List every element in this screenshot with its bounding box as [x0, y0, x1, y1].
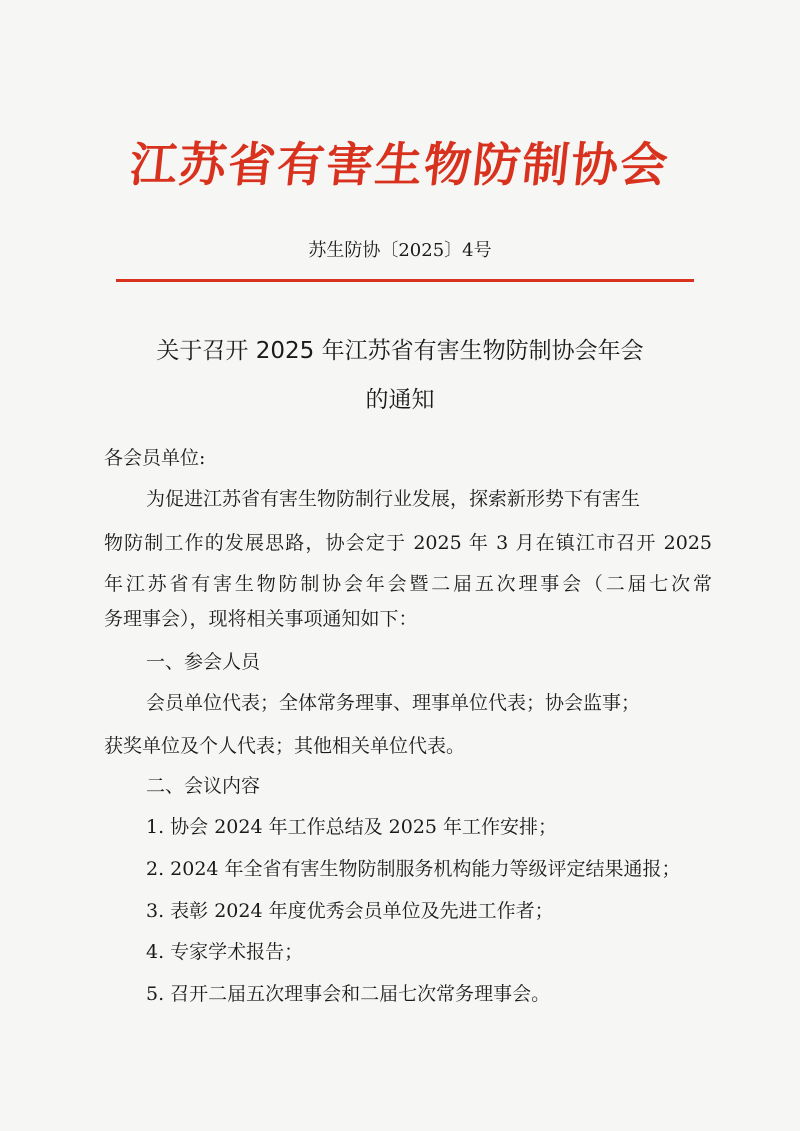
intro-line: 物防制工作的发展思路，协会定于 2025 年 3 月在镇江市召开 2025: [104, 532, 712, 554]
organization-letterhead: 江苏省有害生物防制协会: [127, 138, 672, 193]
salutation: 各会员单位:: [104, 447, 206, 469]
agenda-item: 5. 召开二届五次理事会和二届七次常务理事会。: [146, 983, 551, 1005]
agenda-item: 3. 表彰 2024 年度优秀会员单位及先进工作者；: [146, 900, 554, 922]
document-number: 苏生防协〔2025〕4号: [308, 240, 492, 261]
intro-line: 务理事会），现将相关事项通知如下：: [104, 608, 418, 630]
agenda-item: 1. 协会 2024 年工作总结及 2025 年工作安排；: [146, 816, 558, 838]
notice-title-line1: 关于召开 2025 年江苏省有害生物防制协会年会: [156, 338, 644, 364]
section-heading-agenda: 二、会议内容: [146, 775, 261, 797]
agenda-item: 4. 专家学术报告；: [146, 941, 304, 963]
notice-title-line2: 的通知: [365, 387, 435, 413]
agenda-item: 2. 2024 年全省有害生物防制服务机构能力等级评定结果通报；: [146, 858, 681, 880]
section-heading-attendees: 一、参会人员: [146, 651, 261, 673]
intro-line: 为促进江苏省有害生物防制行业发展，探索新形势下有害生: [146, 488, 641, 510]
attendees-line: 会员单位代表；全体常务理事、理事单位代表；协会监事；: [146, 692, 641, 714]
intro-line: 年江苏省有害生物防制协会年会暨二届五次理事会（二届七次常: [104, 573, 712, 595]
letterhead-divider: [116, 279, 694, 282]
attendees-line: 获奖单位及个人代表；其他相关单位代表。: [104, 735, 466, 757]
